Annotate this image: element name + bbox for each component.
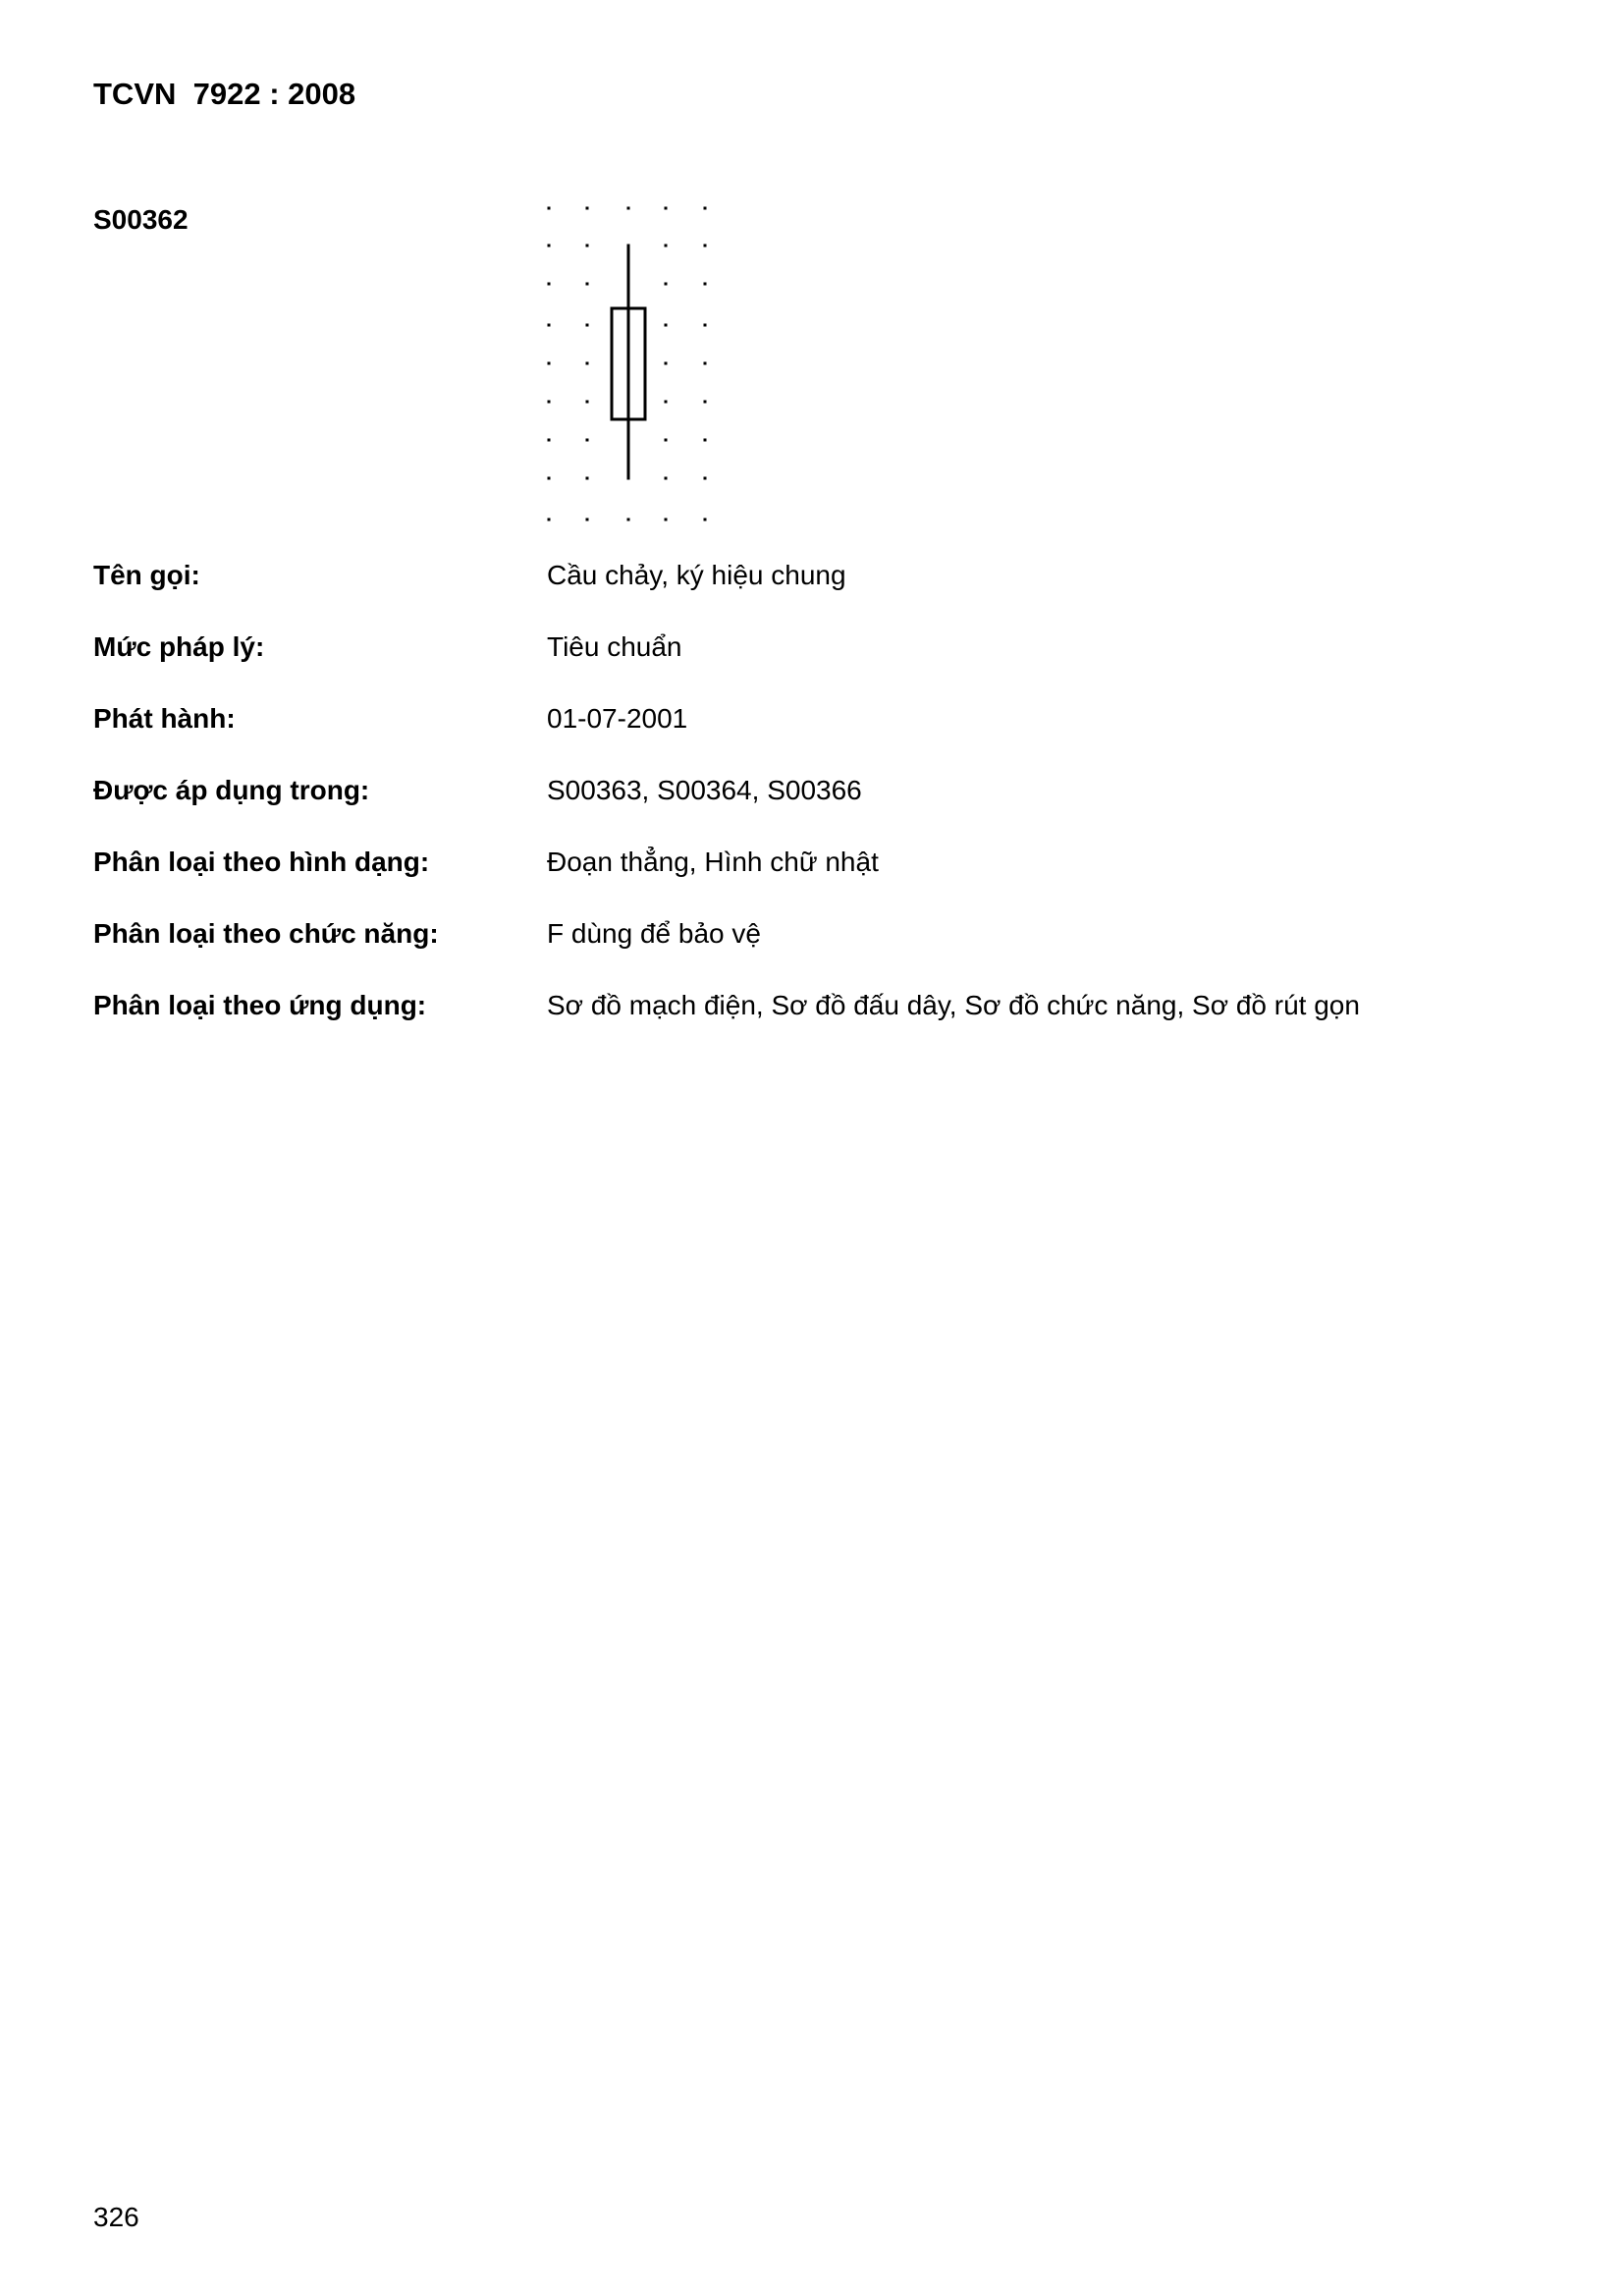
grid-dot <box>704 362 707 365</box>
property-value: Cầu chảy, ký hiệu chung <box>547 560 846 590</box>
property-label: Phân loại theo ứng dụng: <box>93 990 427 1020</box>
property-value: Sơ đồ mạch điện, Sơ đồ đấu dây, Sơ đồ chức năng, Sơ đồ rút gọn <box>547 990 1360 1020</box>
property-value: F dùng để bảo vệ <box>547 918 761 949</box>
grid-dot <box>665 439 668 442</box>
grid-dot <box>586 207 589 210</box>
property-row-application-class <box>93 990 1546 1062</box>
grid-dot <box>586 477 589 480</box>
symbol-properties <box>93 560 1546 1062</box>
grid-dot <box>665 283 668 286</box>
property-row-shape-class <box>93 847 1546 918</box>
grid-dot <box>704 439 707 442</box>
grid-dot <box>627 519 630 521</box>
grid-dot <box>665 401 668 404</box>
grid-dot <box>586 324 589 327</box>
grid-dot <box>704 283 707 286</box>
symbol-code: S00362 <box>93 204 189 235</box>
property-value: 01-07-2001 <box>547 703 688 734</box>
grid-dot <box>665 245 668 247</box>
grid-dot <box>704 324 707 327</box>
grid-dot <box>704 477 707 480</box>
grid-dot <box>586 283 589 286</box>
grid-dot <box>586 439 589 442</box>
grid-dot <box>548 439 551 442</box>
grid-dot <box>586 245 589 247</box>
grid-dot <box>704 245 707 247</box>
grid-dot <box>548 245 551 247</box>
grid-dot <box>665 207 668 210</box>
grid-dot <box>548 324 551 327</box>
grid-dot <box>665 362 668 365</box>
property-value: Đoạn thẳng, Hình chữ nhật <box>547 847 879 877</box>
grid-dot <box>548 207 551 210</box>
grid-dot <box>704 519 707 521</box>
fuse-symbol-icon <box>530 187 727 540</box>
property-label: Phân loại theo chức năng: <box>93 918 439 949</box>
grid-dot <box>627 207 630 210</box>
property-row-legal-level <box>93 631 1546 703</box>
grid-dot <box>704 207 707 210</box>
property-label: Mức pháp lý: <box>93 631 265 662</box>
standard-header: TCVN 7922 : 2008 <box>93 77 356 111</box>
grid-dot <box>548 283 551 286</box>
property-label: Phát hành: <box>93 703 236 734</box>
grid-dot <box>548 401 551 404</box>
grid-dot <box>704 401 707 404</box>
page-number: 326 <box>93 2202 139 2232</box>
grid-dot <box>665 477 668 480</box>
property-label: Phân loại theo hình dạng: <box>93 847 430 877</box>
property-value: S00363, S00364, S00366 <box>547 775 862 805</box>
property-label: Tên gọi: <box>93 560 200 590</box>
property-row-applied-in <box>93 775 1546 847</box>
grid-dot <box>665 519 668 521</box>
grid-dot <box>548 519 551 521</box>
property-row-issued <box>93 703 1546 775</box>
property-row-name <box>93 560 1546 631</box>
grid-dot <box>665 324 668 327</box>
property-value: Tiêu chuẩn <box>547 631 682 662</box>
grid-dot <box>586 401 589 404</box>
grid-dot <box>548 362 551 365</box>
property-label: Được áp dụng trong: <box>93 775 370 805</box>
grid-dot <box>586 362 589 365</box>
property-row-function-class <box>93 918 1546 990</box>
grid-dot <box>586 519 589 521</box>
grid-dot <box>548 477 551 480</box>
